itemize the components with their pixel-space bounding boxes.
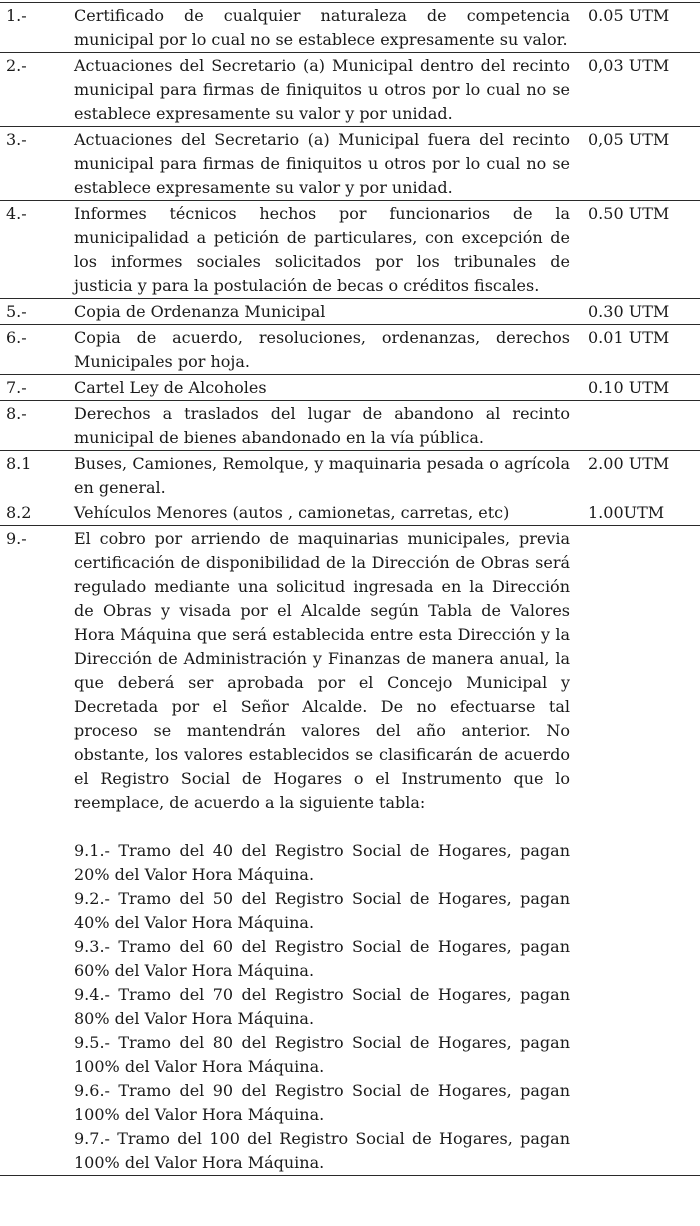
item-value: 1.00UTM (588, 503, 665, 522)
list-item: 9.4.- Tramo del 70 del Registro Social de Hogares, pagan 80% del Valor Hora Máquina. (74, 985, 570, 1028)
table-row (0, 201, 700, 299)
item-description: Actuaciones del Secretario (a) Municipal dentro del recinto municipal para firmas de finiquitos u otros por lo cual no se establece expresamente su valor y por unidad. (74, 53, 582, 127)
table-row (0, 299, 700, 325)
item-number: 2.- (0, 53, 74, 127)
table-row (0, 500, 700, 526)
list-item: 9.5.- Tramo del 80 del Registro Social de Hogares, pagan 100% del Valor Hora Máquina. (74, 1033, 570, 1076)
item-number: 4.- (0, 201, 74, 299)
item-value: 0.05 UTM (582, 3, 700, 53)
item-description: Actuaciones del Secretario (a) Municipal fuera del recinto municipal para firmas de finiquitos u otros por lo cual no se establece expresamente su valor y por unidad. (74, 127, 582, 201)
table-row (0, 53, 700, 127)
item-description: Copia de Ordenanza Municipal (74, 299, 582, 325)
item-value (582, 401, 700, 451)
fees-table (0, 2, 700, 1176)
item-number: 5.- (0, 299, 74, 325)
table-row (0, 526, 700, 1176)
list-item: 9.6.- Tramo del 90 del Registro Social de Hogares, pagan 100% del Valor Hora Máquina. (74, 1081, 570, 1124)
rsh-brackets-list (74, 839, 570, 1175)
item-description: Certificado de cualquier naturaleza de competencia municipal por lo cual no se establece expresamente su valor. (74, 3, 582, 53)
machinery-rental-text: El cobro por arriendo de maquinarias municipales, previa certificación de disponibilidad de la Dirección de Obras será regulado mediante una solicitud ingresada en la Dirección de Obras y visada por el Alcalde según Tabla de Valores Hora Máquina que será establecida entre esta Dirección y la Dirección de Administración y Finanzas de manera anual, la que deberá ser aprobada por el Concejo Municipal y Decretada por el Señor Alcalde. De no efectuarse tal proceso se mantendrán valores del año anterior. No obstante, los valores establecidos se clasificarán de acuerdo el Registro Social de Hogares o el Instrumento que lo reemplace, de acuerdo a la siguiente tabla: (74, 529, 570, 812)
item-number: 1.- (0, 3, 74, 53)
item-description: Derechos a traslados del lugar de abandono al recinto municipal de bienes abandonado en la vía pública. (74, 401, 582, 451)
item-number: 8.- (0, 401, 74, 451)
item-description: Copia de acuerdo, resoluciones, ordenanzas, derechos Municipales por hoja. (74, 325, 582, 375)
item-number: 7.- (0, 375, 74, 401)
item-value: 0.10 UTM (582, 375, 700, 401)
item-description: Buses, Camiones, Remolque, y maquinaria pesada o agrícola en general. (74, 451, 582, 501)
table-row (0, 325, 700, 375)
item-description (74, 526, 582, 1176)
item-value: 0.01 UTM (582, 325, 700, 375)
table-row (0, 127, 700, 201)
item-number: 8.1 (0, 451, 74, 501)
item-value: 0,03 UTM (582, 53, 700, 127)
table-row (0, 451, 700, 501)
table-row (0, 3, 700, 53)
item-value (582, 526, 700, 1176)
item-value: 0.30 UTM (582, 299, 700, 325)
item-number: 8.2 (6, 503, 32, 522)
item-number: 6.- (0, 325, 74, 375)
table-row (0, 401, 700, 451)
item-number: 9.- (0, 526, 74, 1176)
item-number: 3.- (0, 127, 74, 201)
list-item: 9.3.- Tramo del 60 del Registro Social de Hogares, pagan 60% del Valor Hora Máquina. (74, 937, 570, 980)
list-item: 9.1.- Tramo del 40 del Registro Social de Hogares, pagan 20% del Valor Hora Máquina. (74, 841, 570, 884)
item-value: 0,05 UTM (582, 127, 700, 201)
table-row (0, 375, 700, 401)
list-item: 9.7.- Tramo del 100 del Registro Social de Hogares, pagan 100% del Valor Hora Máquina. (74, 1129, 570, 1172)
item-description: Cartel Ley de Alcoholes (74, 375, 582, 401)
item-description: Vehículos Menores (autos , camionetas, carretas, etc) (74, 503, 510, 522)
item-value: 2.00 UTM (582, 451, 700, 501)
list-item: 9.2.- Tramo del 50 del Registro Social de Hogares, pagan 40% del Valor Hora Máquina. (74, 889, 570, 932)
item-description: Informes técnicos hechos por funcionarios de la municipalidad a petición de particulares, con excepción de los informes sociales solicitados por los tribunales de justicia y para la postulación de becas o créditos fiscales. (74, 201, 582, 299)
item-value: 0.50 UTM (582, 201, 700, 299)
